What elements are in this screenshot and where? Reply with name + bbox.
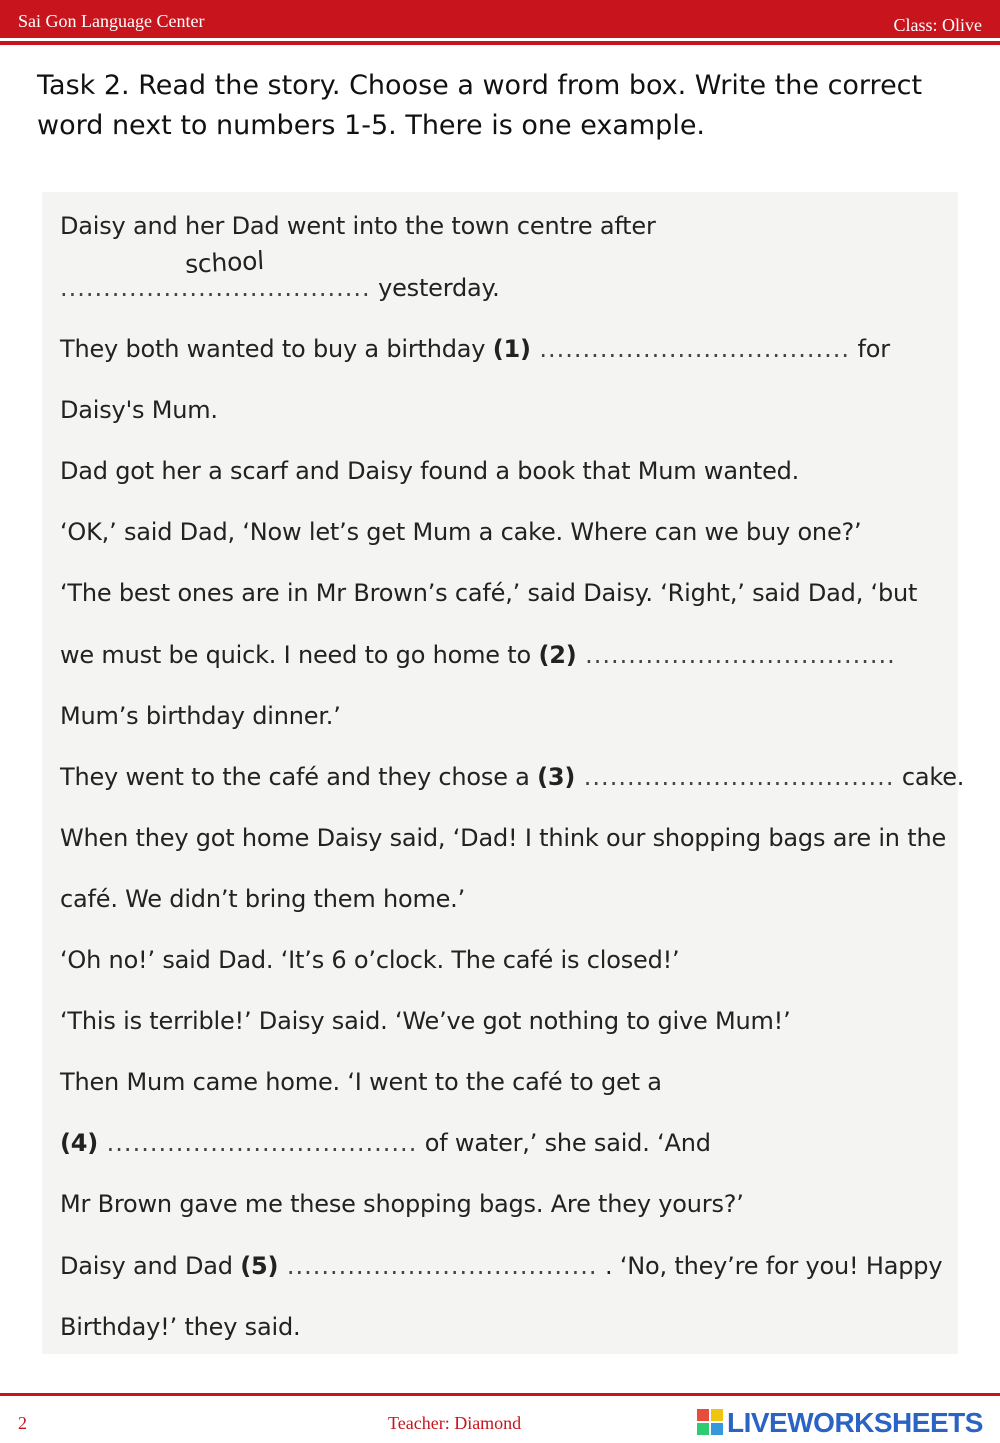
story-panel xyxy=(42,192,965,1354)
story-line-7: ‘The best ones are in Mr Brown’s café,’ said Daisy. ‘Right,’ said Dad, ‘but xyxy=(60,579,918,607)
question-number-5: (5) xyxy=(240,1252,279,1280)
story-line-12: café. We didn’t bring them home.’ xyxy=(60,885,466,913)
answer-blank-3[interactable]: .................................... xyxy=(575,763,895,791)
page-header xyxy=(0,0,1000,38)
story-line-18 xyxy=(60,1252,942,1280)
story-line-18-text: Daisy and Dad xyxy=(60,1252,241,1280)
example-blank: .................................... xyxy=(60,274,371,302)
page-number: 2 xyxy=(18,1413,27,1433)
example-answer: school xyxy=(184,245,265,280)
question-number-3: (3) xyxy=(537,763,576,791)
header-divider xyxy=(0,41,1000,45)
story-line-5: Dad got her a scarf and Daisy found a book that Mum wanted. xyxy=(60,457,800,485)
story-line-10-text: They went to the café and they chose a xyxy=(60,763,538,791)
story-line-3-text: They both wanted to buy a birthday xyxy=(60,335,493,363)
story-line-9: Mum’s birthday dinner.’ xyxy=(60,702,341,730)
story-line-16 xyxy=(60,1129,711,1157)
story-line-3 xyxy=(60,335,890,363)
question-number-2: (2) xyxy=(538,641,577,669)
teacher-name: Teacher: Diamond xyxy=(388,1413,522,1433)
story-line-8-text: we must be quick. I need to go home to xyxy=(60,641,539,669)
answer-blank-5[interactable]: .................................... xyxy=(278,1252,598,1280)
story-line-10-end: cake. xyxy=(894,763,965,791)
answer-blank-4[interactable]: .................................... xyxy=(98,1129,418,1157)
brand-wordmark: LIVEWORKSHEETS xyxy=(727,1407,983,1438)
story-line-6: ‘OK,’ said Dad, ‘Now let’s get Mum a cake. Where can we buy one?’ xyxy=(60,518,862,546)
story-line-18-end: . ‘No, they’re for you! Happy xyxy=(597,1252,943,1280)
story-line-19: Birthday!’ they said. xyxy=(60,1313,301,1341)
story-line-2 xyxy=(60,245,500,302)
liveworksheets-logo-icon xyxy=(697,1409,723,1435)
class-name: Class: Olive xyxy=(893,15,982,35)
answer-blank-2[interactable]: .................................... xyxy=(576,641,896,669)
story-line-4: Daisy's Mum. xyxy=(60,396,218,424)
story-line-14: ‘This is terrible!’ Daisy said. ‘We’ve got nothing to give Mum!’ xyxy=(60,1007,791,1035)
story-line-3-end: for xyxy=(850,335,890,363)
answer-blank-1[interactable]: .................................... xyxy=(530,335,851,363)
task-instruction: Task 2. Read the story. Choose a word from box. Write the correct word next to numbers 1-5. There is one example. xyxy=(37,70,923,141)
story-line-16-end: of water,’ she said. ‘And xyxy=(417,1129,711,1157)
story-line-15: Then Mum came home. ‘I went to the café to get a xyxy=(60,1068,662,1096)
story-line-2-text: yesterday. xyxy=(370,274,500,302)
story-line-11: When they got home Daisy said, ‘Dad! I think our shopping bags are in the xyxy=(60,824,947,852)
story-line-1: Daisy and her Dad went into the town centre after xyxy=(60,212,656,240)
school-name: Sai Gon Language Center xyxy=(18,11,205,31)
story-line-13: ‘Oh no!’ said Dad. ‘It’s 6 o’clock. The café is closed!’ xyxy=(60,946,680,974)
footer-divider xyxy=(0,1393,1000,1396)
question-number-1: (1) xyxy=(492,335,531,363)
story-line-17: Mr Brown gave me these shopping bags. Are they yours?’ xyxy=(60,1190,744,1218)
question-number-4: (4) xyxy=(60,1129,99,1157)
story-line-10 xyxy=(60,763,964,791)
story-line-8 xyxy=(60,641,896,669)
